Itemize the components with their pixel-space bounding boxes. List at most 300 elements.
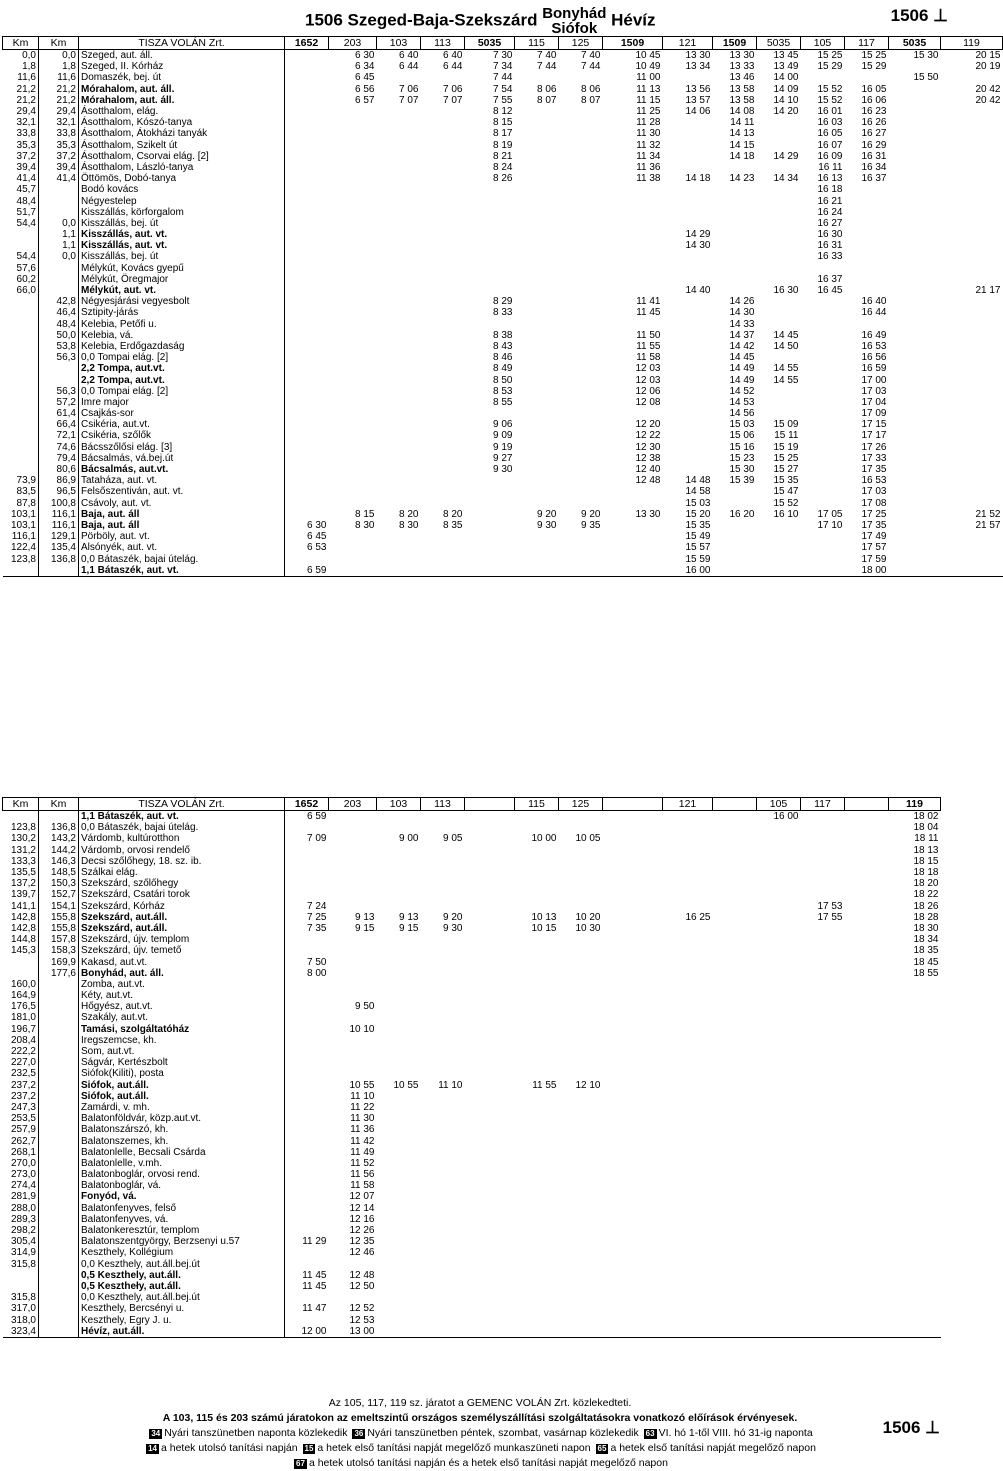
time-cell: 15 35 — [773, 475, 799, 487]
time-cell — [285, 419, 329, 430]
time-cell — [421, 1012, 465, 1023]
time-cell — [801, 1091, 845, 1102]
time-cell — [377, 1236, 421, 1247]
time-cell — [801, 968, 845, 979]
time-cell — [757, 251, 801, 262]
footer-legend-row-1 — [0, 1426, 960, 1441]
time-cell — [285, 430, 329, 441]
km-cell: 232,5 — [3, 1068, 39, 1079]
km-cell — [3, 453, 39, 464]
time-cell — [889, 442, 941, 453]
column-header: 1652 — [285, 798, 329, 811]
time-cell: 18 11 — [914, 833, 939, 845]
km-cell — [39, 1281, 79, 1292]
time-cell — [285, 1135, 329, 1146]
table-row — [3, 274, 1003, 285]
time-cell: 8 30 — [355, 519, 375, 531]
stop-name: Balatonszemes, kh. — [79, 1135, 285, 1146]
km-cell: 158,3 — [39, 945, 79, 956]
time-cell — [889, 151, 941, 162]
time-cell — [377, 151, 421, 162]
legend-badge: 34 — [151, 1429, 161, 1438]
km-cell: 160,0 — [3, 979, 39, 990]
route-title — [305, 6, 656, 36]
time-cell — [889, 240, 941, 251]
table-row — [3, 151, 1003, 162]
time-cell — [421, 1124, 465, 1135]
column-header: 103 — [377, 798, 421, 811]
time-cell — [663, 1259, 713, 1270]
time-cell — [845, 263, 889, 274]
time-cell: 8 26 — [493, 173, 513, 185]
time-cell — [845, 1259, 889, 1270]
time-cell: 11 28 — [636, 117, 661, 129]
time-cell: 11 47 — [302, 1303, 327, 1315]
km-cell: 122,4 — [3, 542, 39, 553]
time-cell — [465, 956, 515, 967]
km-cell: 123,8 — [3, 822, 39, 833]
time-cell: 10 20 — [575, 911, 601, 923]
time-cell: 11 55 — [532, 1079, 557, 1091]
time-cell — [801, 341, 845, 352]
time-cell — [663, 162, 713, 173]
time-cell — [377, 1057, 421, 1068]
time-cell: 16 20 — [729, 508, 755, 520]
stop-name: Szekszárd, újv. templom — [79, 934, 285, 945]
time-cell — [515, 117, 559, 128]
time-cell — [515, 1012, 559, 1023]
time-cell — [329, 106, 377, 117]
km-cell: 50,0 — [39, 330, 79, 341]
table-row — [3, 106, 1003, 117]
time-cell — [603, 945, 663, 956]
time-cell — [377, 531, 421, 542]
km-cell: 48,4 — [3, 195, 39, 206]
time-cell — [603, 1214, 663, 1225]
time-cell — [663, 184, 713, 195]
time-cell — [889, 1247, 941, 1258]
stop-name: Ásotthalom, elág. — [79, 106, 285, 117]
time-cell — [465, 531, 515, 542]
time-cell — [889, 1035, 941, 1046]
time-cell — [559, 1124, 603, 1135]
km-cell — [39, 1270, 79, 1281]
time-cell — [713, 901, 757, 912]
km-cell — [3, 363, 39, 374]
time-cell — [889, 1292, 941, 1303]
time-cell — [845, 1225, 889, 1236]
time-cell — [889, 509, 941, 520]
time-cell — [801, 1259, 845, 1270]
column-header: 121 — [663, 37, 713, 50]
time-cell — [329, 263, 377, 274]
stop-name: Tamási, szolgáltatóház — [79, 1024, 285, 1035]
time-cell: 21 52 — [975, 508, 1001, 520]
time-cell: 10 49 — [635, 61, 661, 73]
km-cell — [39, 1158, 79, 1169]
time-cell: 7 44 — [537, 61, 557, 73]
time-cell: 11 55 — [636, 340, 661, 352]
km-cell: 1,1 — [39, 240, 79, 251]
time-cell — [559, 1236, 603, 1247]
time-cell — [713, 1080, 757, 1091]
time-cell — [329, 341, 377, 352]
time-cell — [421, 1314, 465, 1325]
time-cell — [515, 352, 559, 363]
time-cell — [757, 1124, 801, 1135]
column-header: 105 — [757, 798, 801, 811]
table-row — [3, 509, 1003, 520]
footer-legend-row-3 — [0, 1456, 960, 1471]
table-row — [3, 1326, 1003, 1338]
time-cell — [465, 1035, 515, 1046]
column-header: 117 — [845, 37, 889, 50]
time-cell — [465, 856, 515, 867]
time-cell — [377, 184, 421, 195]
time-cell: 17 35 — [861, 464, 887, 476]
time-cell: 18 02 — [913, 811, 939, 823]
time-cell — [801, 1158, 845, 1169]
time-cell — [465, 195, 515, 206]
time-cell — [603, 1113, 663, 1124]
time-cell — [421, 889, 465, 900]
time-cell — [421, 229, 465, 240]
time-cell — [377, 565, 421, 577]
column-header: 115 — [515, 37, 559, 50]
time-cell — [713, 274, 757, 285]
time-cell — [801, 1270, 845, 1281]
legend-text: VI. hó 1-től VIII. hó 31-ig naponta — [658, 1427, 813, 1439]
time-cell — [663, 1057, 713, 1068]
time-cell — [845, 1158, 889, 1169]
time-cell — [941, 117, 1003, 128]
time-cell: 17 49 — [861, 531, 887, 543]
time-cell: 14 49 — [729, 374, 755, 386]
time-cell — [845, 1024, 889, 1035]
time-cell — [377, 1135, 421, 1146]
time-cell — [515, 1314, 559, 1325]
time-cell — [329, 475, 377, 486]
time-cell: 11 41 — [636, 296, 661, 308]
time-cell — [515, 1147, 559, 1158]
time-cell — [941, 263, 1003, 274]
table-row — [3, 901, 1003, 912]
time-cell: 11 36 — [350, 1124, 375, 1136]
time-cell — [801, 1236, 845, 1247]
time-cell — [663, 397, 713, 408]
time-cell — [377, 1124, 421, 1135]
time-cell — [889, 1012, 941, 1023]
time-cell — [421, 1091, 465, 1102]
table-row — [3, 61, 1003, 72]
time-cell — [603, 263, 663, 274]
time-cell: 14 30 — [685, 240, 711, 252]
table-row — [3, 1292, 1003, 1303]
km-cell — [39, 1259, 79, 1270]
time-cell — [603, 1303, 663, 1314]
time-cell — [757, 542, 801, 553]
time-cell — [559, 307, 603, 318]
time-cell: 8 38 — [493, 329, 513, 341]
time-cell — [329, 542, 377, 553]
time-cell — [559, 162, 603, 173]
time-cell — [285, 50, 329, 62]
time-cell — [377, 1147, 421, 1158]
time-cell — [603, 1180, 663, 1191]
time-cell — [285, 1169, 329, 1180]
km-cell: 323,4 — [3, 1326, 39, 1338]
time-cell: 15 06 — [729, 430, 755, 442]
time-cell — [329, 151, 377, 162]
stop-name: Bácsalmás, aut.vt. — [79, 464, 285, 475]
km-cell: 273,0 — [3, 1169, 39, 1180]
km-cell — [39, 1225, 79, 1236]
time-cell — [421, 1326, 465, 1338]
km-cell: 155,8 — [39, 912, 79, 923]
time-cell: 7 50 — [307, 956, 327, 968]
time-cell — [713, 968, 757, 979]
time-cell — [559, 274, 603, 285]
time-cell — [845, 1080, 889, 1091]
time-cell: 15 35 — [685, 519, 711, 531]
time-cell — [801, 822, 845, 833]
km-cell: 57,6 — [3, 263, 39, 274]
stop-name: Szekszárd, újv. temető — [79, 945, 285, 956]
table-row — [3, 1135, 1003, 1146]
km-cell: 79,4 — [39, 453, 79, 464]
time-cell — [515, 296, 559, 307]
time-cell: 14 45 — [729, 352, 755, 364]
stop-name: Decsi szőlőhegy, 18. sz. ib. — [79, 856, 285, 867]
km-cell — [39, 990, 79, 1001]
stop-name: Bodó kovács — [79, 184, 285, 195]
time-cell — [421, 1236, 465, 1247]
km-cell: 142,8 — [3, 912, 39, 923]
km-cell: 86,9 — [39, 475, 79, 486]
time-cell — [559, 553, 603, 564]
time-cell — [941, 363, 1003, 374]
time-cell — [941, 464, 1003, 475]
time-cell — [801, 1303, 845, 1314]
time-cell: 8 19 — [493, 139, 513, 151]
time-cell: 6 45 — [355, 72, 375, 84]
time-cell: 17 04 — [861, 396, 887, 408]
time-cell: 16 09 — [817, 150, 843, 162]
time-cell: 6 44 — [399, 61, 419, 73]
km-cell: 257,9 — [3, 1124, 39, 1135]
time-cell — [377, 1001, 421, 1012]
time-cell — [757, 229, 801, 240]
time-cell — [329, 207, 377, 218]
time-cell: 8 12 — [493, 106, 513, 118]
km-cell: 154,1 — [39, 901, 79, 912]
time-cell — [421, 72, 465, 83]
time-cell — [421, 330, 465, 341]
km-cell: 270,0 — [3, 1158, 39, 1169]
time-cell — [845, 1180, 889, 1191]
time-cell — [465, 1102, 515, 1113]
time-cell — [889, 140, 941, 151]
time-cell: 8 55 — [493, 396, 513, 408]
time-cell — [377, 374, 421, 385]
time-cell — [421, 1102, 465, 1113]
time-cell — [845, 1012, 889, 1023]
time-cell — [329, 945, 377, 956]
time-cell — [515, 822, 559, 833]
time-cell — [559, 1247, 603, 1258]
stop-name: Fonyód, vá. — [79, 1191, 285, 1202]
time-cell: 18 04 — [913, 822, 939, 834]
time-cell — [285, 151, 329, 162]
time-cell — [285, 1203, 329, 1214]
time-cell — [285, 352, 329, 363]
time-cell — [285, 95, 329, 106]
table-row — [3, 845, 1003, 856]
time-cell — [329, 218, 377, 229]
time-cell — [329, 845, 377, 856]
time-cell — [559, 319, 603, 330]
km-cell: 35,3 — [39, 140, 79, 151]
table-row — [3, 240, 1003, 251]
time-cell: 12 30 — [635, 441, 661, 453]
km-cell: 177,6 — [39, 968, 79, 979]
km-cell: 237,2 — [3, 1080, 39, 1091]
time-cell — [713, 229, 757, 240]
time-cell — [713, 1214, 757, 1225]
time-cell — [285, 1091, 329, 1102]
time-cell — [421, 934, 465, 945]
time-cell — [713, 1035, 757, 1046]
time-cell — [713, 285, 757, 296]
time-cell: 16 13 — [817, 173, 843, 185]
table-row — [3, 84, 1003, 95]
time-cell — [285, 72, 329, 83]
footer-operator-note: Az 105, 117, 119 sz. járatot a GEMENC VOLÁN Zrt. közlekedteti. — [328, 1397, 632, 1409]
time-cell — [559, 565, 603, 577]
time-cell: 11 00 — [636, 72, 661, 84]
time-cell — [889, 363, 941, 374]
km-cell: 21,2 — [3, 84, 39, 95]
table-row — [3, 1113, 1003, 1124]
time-cell: 17 09 — [861, 408, 887, 420]
time-cell — [285, 1225, 329, 1236]
stop-name: Balatonfenyves, felső — [79, 1203, 285, 1214]
time-cell — [889, 195, 941, 206]
time-cell — [663, 1124, 713, 1135]
time-cell — [889, 1236, 941, 1247]
time-cell — [603, 1024, 663, 1035]
time-cell: 18 35 — [913, 945, 939, 957]
km-cell: 39,4 — [3, 162, 39, 173]
km-cell — [39, 184, 79, 195]
time-cell — [285, 307, 329, 318]
time-cell — [713, 1012, 757, 1023]
time-cell — [559, 475, 603, 486]
time-cell — [603, 218, 663, 229]
time-cell — [421, 1046, 465, 1057]
stop-name: Balatonboglár, orvosi rend. — [79, 1169, 285, 1180]
time-cell — [663, 117, 713, 128]
time-cell — [465, 901, 515, 912]
column-header — [845, 798, 889, 811]
time-cell: 13 30 — [729, 50, 755, 62]
time-cell — [329, 531, 377, 542]
time-cell — [713, 1326, 757, 1338]
time-cell — [941, 218, 1003, 229]
time-cell — [421, 195, 465, 206]
time-cell — [377, 1169, 421, 1180]
time-cell — [663, 419, 713, 430]
time-cell — [889, 285, 941, 296]
time-cell — [559, 464, 603, 475]
km-cell: 135,5 — [3, 867, 39, 878]
time-cell — [757, 531, 801, 542]
time-cell — [713, 1203, 757, 1214]
time-cell — [603, 1259, 663, 1270]
time-cell — [285, 1292, 329, 1303]
time-cell: 15 39 — [729, 475, 755, 487]
column-header: 115 — [515, 798, 559, 811]
time-cell — [801, 1169, 845, 1180]
time-cell — [603, 901, 663, 912]
km-cell: 148,5 — [39, 867, 79, 878]
km-cell — [39, 1135, 79, 1146]
time-cell — [663, 1270, 713, 1281]
time-cell: 11 56 — [350, 1169, 375, 1181]
time-cell — [421, 374, 465, 385]
time-cell: 15 30 — [729, 464, 755, 476]
time-cell — [801, 307, 845, 318]
km-cell: 288,0 — [3, 1203, 39, 1214]
time-cell — [889, 542, 941, 553]
time-cell — [329, 229, 377, 240]
time-cell — [285, 173, 329, 184]
stop-name: Balatonfenyves, vá. — [79, 1214, 285, 1225]
time-cell: 16 44 — [861, 307, 887, 319]
km-cell: 152,7 — [39, 889, 79, 900]
time-cell: 18 34 — [913, 934, 939, 946]
time-cell — [421, 867, 465, 878]
column-header: 1652 — [285, 37, 329, 50]
time-cell — [559, 140, 603, 151]
km-cell: 136,8 — [39, 822, 79, 833]
time-cell — [329, 498, 377, 509]
time-cell — [421, 207, 465, 218]
time-cell — [421, 240, 465, 251]
stop-name: Kéty, aut.vt. — [79, 990, 285, 1001]
time-cell: 11 30 — [636, 128, 661, 140]
time-cell: 12 03 — [635, 363, 661, 375]
time-cell — [559, 889, 603, 900]
time-cell: 7 44 — [493, 72, 513, 84]
time-cell: 12 14 — [349, 1202, 375, 1214]
time-cell: 16 30 — [817, 229, 843, 241]
time-cell — [465, 565, 515, 577]
time-cell: 15 57 — [685, 542, 711, 554]
time-cell — [559, 386, 603, 397]
time-cell — [845, 1169, 889, 1180]
table-row — [3, 1214, 1003, 1225]
time-cell — [801, 1135, 845, 1146]
time-cell: 12 48 — [349, 1269, 375, 1281]
time-cell — [889, 1270, 941, 1281]
time-cell — [603, 498, 663, 509]
time-cell — [465, 263, 515, 274]
time-cell — [515, 251, 559, 262]
table-row — [3, 1158, 1003, 1169]
km-cell: 139,7 — [3, 889, 39, 900]
table-row — [3, 1080, 1003, 1091]
